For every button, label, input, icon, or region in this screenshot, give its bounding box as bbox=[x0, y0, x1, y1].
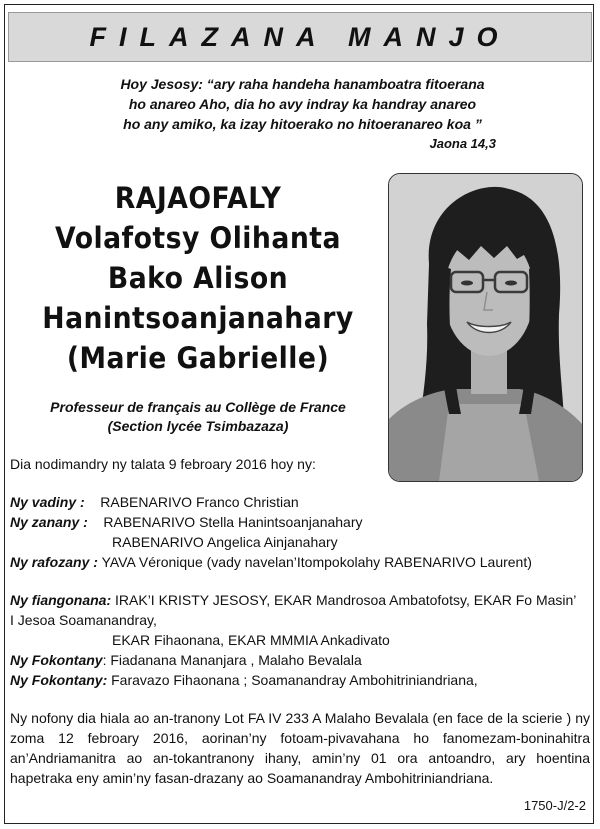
intro-text: Dia nodimandry ny talata 9 febroary 2016 hoy ny: bbox=[10, 456, 316, 472]
bible-quote bbox=[30, 74, 575, 134]
fiangonana-value: IRAK’I KRISTY JESOSY, EKAR Mandrosoa Ambatofotsy, EKAR Fo Masin’ bbox=[115, 592, 577, 608]
fokontany-value: Faravazo Fihaonana ; Soamanandray Ambohitriniandriana, bbox=[111, 672, 478, 688]
fiangonana-row-2: I Jesoa Soamanandray, bbox=[10, 612, 157, 628]
fiangonana-value: EKAR Fihaonana, EKAR MMMIA Ankadivato bbox=[112, 632, 390, 648]
role-line: Professeur de français au Collège de France bbox=[50, 399, 346, 415]
family-rafozany-row bbox=[10, 552, 590, 572]
fokontany-row-1 bbox=[10, 650, 590, 670]
zanany-label: Ny zanany : bbox=[10, 514, 88, 530]
name-line: Bako Alison bbox=[107, 261, 289, 295]
family-zanany-row bbox=[10, 512, 590, 532]
role-line: (Section lycée Tsimbazaza) bbox=[107, 418, 289, 434]
name-line: (Marie Gabrielle) bbox=[66, 341, 330, 375]
name-line: Hanintsoanjanahary bbox=[42, 301, 354, 335]
zanany-value: RABENARIVO Angelica Ainjanahary bbox=[112, 534, 338, 550]
rafozany-value: YAVA Véronique (vady navelan’Itompokolahy RABENARIVO Laurent) bbox=[101, 554, 532, 570]
deceased-name bbox=[32, 178, 363, 378]
vadiny-label: Ny vadiny : bbox=[10, 494, 85, 510]
family-zanany-row-2 bbox=[10, 532, 590, 552]
notice-body bbox=[10, 454, 590, 788]
rafozany-label: Ny rafozany : bbox=[10, 554, 98, 570]
fokontany-row-2 bbox=[10, 670, 590, 690]
fokontany-label: Ny Fokontany: bbox=[10, 672, 108, 688]
header-title: FILAZANA MANJO bbox=[89, 21, 511, 52]
name-line: Volafotsy Olihanta bbox=[55, 221, 341, 255]
final-text: Ny nofony dia hiala ao an-tranony Lot FA IV 233 A Malaho Bevalala (en face de la scierie ) ny zoma 12 febroary 2016, aorinan’ny fotoam-pivavahana ho fanomezam-boninahitra an’Andriamanitra ao an-tokantranony ihany, amin’ny 01 ora antoandro, ary hoentina hapetraka eny amin’ny fasan-drazany ao Soamanandray Ambohitriniandriana. bbox=[10, 710, 590, 786]
header-banner bbox=[8, 12, 592, 62]
notice-code: 1750-J/2-2 bbox=[523, 798, 586, 813]
fiangonana-row bbox=[10, 590, 590, 610]
fiangonana-label: Ny fiangonana: bbox=[10, 592, 112, 608]
vadiny-value: RABENARIVO Franco Christian bbox=[100, 494, 299, 510]
portrait-photo bbox=[388, 173, 583, 482]
fokontany-label: Ny Fokontany bbox=[10, 652, 103, 668]
quote-line: ho any amiko, ka izay hitoerako no hitoeranareo koa ” bbox=[123, 116, 482, 132]
fiangonana-row-3 bbox=[10, 630, 590, 650]
fokontany-value: : Fiadanana Mananjara , Malaho Bevalala bbox=[102, 652, 362, 668]
portrait-image bbox=[389, 174, 582, 481]
name-line: RAJAOFALY bbox=[114, 181, 282, 215]
quote-line: ho anareo Aho, dia ho avy indray ka handray anareo bbox=[128, 96, 477, 112]
deceased-role bbox=[18, 398, 378, 436]
family-vadiny-row bbox=[10, 492, 590, 512]
quote-reference: Jaona 14,3 bbox=[429, 136, 496, 151]
zanany-value: RABENARIVO Stella Hanintsoanjanahary bbox=[103, 514, 363, 530]
quote-line: Hoy Jesosy: “ary raha handeha hanamboatra fitoerana bbox=[120, 76, 485, 92]
